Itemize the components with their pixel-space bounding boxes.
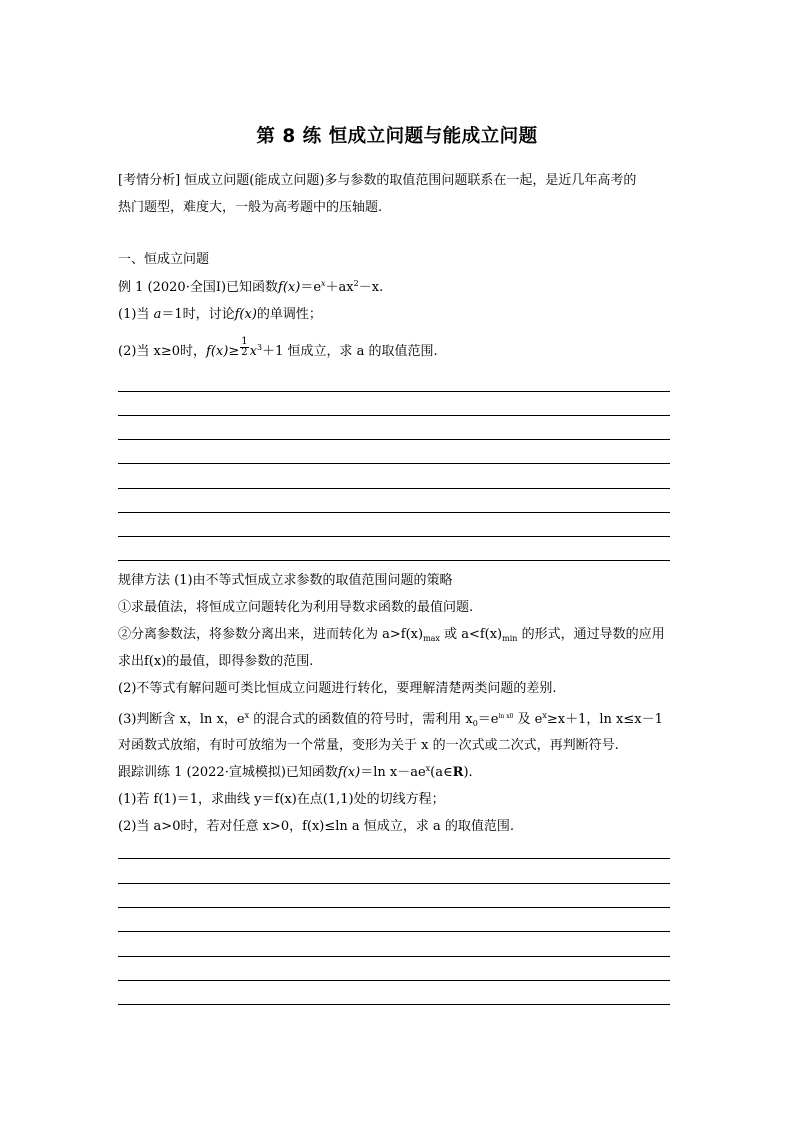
q1-var: a	[153, 307, 162, 322]
t1-part-c: (a∈	[430, 765, 453, 780]
answer-line[interactable]	[118, 463, 670, 464]
section-heading: 一、恒成立问题	[118, 252, 210, 267]
method-item-4-cont: 对函数式放缩，有时可放缩为一个常量，变形为关于 x 的一次式或二次式，再判断符号.	[118, 738, 619, 753]
m4-part-b: 的混合式的函数值的符号时，需利用 x	[249, 712, 473, 727]
t1-part-b: ＝ln x－ae	[360, 765, 426, 780]
q2-part-a: (2)当 x≥0时，	[118, 344, 207, 359]
intro-line-1: [考情分析] 恒成立问题(能成立问题)多与参数的取值范围问题联系在一起，是近几年高考的	[118, 173, 637, 188]
fraction-numerator: 1	[241, 336, 248, 347]
answer-line[interactable]	[118, 488, 670, 489]
m4-exp-x2: x	[542, 711, 547, 720]
answer-line[interactable]	[118, 980, 670, 981]
real-numbers-symbol: R	[452, 765, 464, 780]
q2-part-d: ＋1 恒成立，求 a 的取值范围.	[262, 344, 438, 359]
example-1-question-2	[118, 336, 678, 362]
q1-part-c: 的单调性；	[256, 307, 322, 322]
q1-part-b: ＝1时，讨论	[161, 307, 235, 322]
q1-fx: f(x)	[234, 307, 257, 322]
fraction-denominator: 2	[241, 347, 248, 358]
method-item-2-cont: 求出f(x)的最值，即得参数的范围.	[118, 654, 314, 669]
answer-line[interactable]	[118, 512, 670, 513]
answer-line[interactable]	[118, 1004, 670, 1005]
t1-fx: f(x)	[337, 765, 361, 780]
m4-part-e: ≥x＋1，ln x≤x－1	[546, 712, 663, 727]
answer-line[interactable]	[118, 415, 670, 416]
fraction-one-half	[240, 337, 248, 358]
answer-line[interactable]	[118, 391, 670, 392]
example-1-tail: －x.	[358, 280, 384, 295]
answer-line[interactable]	[118, 858, 670, 859]
method-item-3: (2)不等式有解问题可类比恒成立问题进行转化，要理解清楚两类问题的差别.	[118, 681, 557, 696]
answer-line[interactable]	[118, 560, 670, 561]
m4-part-c: ＝e	[477, 712, 499, 727]
answer-line[interactable]	[118, 439, 670, 440]
t1-part-a: 跟踪训练 1 (2022·宣城模拟)已知函数	[118, 765, 338, 780]
m4-exp-x: x	[244, 711, 250, 720]
page-title: 第 8 练 恒成立问题与能成立问题	[256, 126, 538, 147]
q2-fx: f(x)	[206, 344, 229, 359]
answer-line[interactable]	[118, 536, 670, 537]
q2-var-x: x	[249, 344, 257, 359]
method-heading: 规律方法 (1)由不等式恒成立求参数的取值范围问题的策略	[118, 573, 453, 588]
subscript-max: max	[423, 634, 440, 643]
exponent-2: 2	[353, 279, 359, 288]
m2-part-c: 的形式，通过导数的应用	[517, 627, 665, 642]
m4-exp-ln: ln x0	[498, 713, 514, 720]
example-1-eq: ＝e	[300, 280, 322, 295]
intro-line-2: 热门题型，难度大，一般为高考题中的压轴题.	[118, 200, 383, 215]
example-1-fx: f(x)	[278, 280, 301, 295]
training-1-question-1: (1)若 f(1)＝1，求曲线 y＝f(x)在点(1,1)处的切线方程；	[118, 792, 445, 807]
example-1-stem	[118, 279, 678, 298]
m4-part-a: (3)判断含 x，ln x，e	[118, 712, 245, 727]
m2-part-b: 或 a<f(x)	[439, 627, 503, 642]
q2-part-b: ≥	[228, 344, 240, 359]
m4-part-d: 及 e	[513, 712, 543, 727]
q1-part-a: (1)当	[118, 307, 154, 322]
subscript-min: min	[502, 634, 518, 643]
exponent-3: 3	[256, 343, 263, 352]
method-item-2	[118, 626, 678, 645]
example-1-mid: ＋ax	[325, 280, 354, 295]
exponent-x: x	[321, 279, 326, 288]
method-item-4	[118, 711, 678, 731]
m2-part-a: ②分离参数法，将参数分离出来，进而转化为 a>f(x)	[118, 627, 424, 642]
method-item-1: ①求最值法，将恒成立问题转化为利用导数求函数的最值问题.	[118, 600, 474, 615]
example-1-question-1	[118, 306, 678, 324]
t1-exp-x: x	[425, 764, 431, 773]
answer-line[interactable]	[118, 931, 670, 932]
t1-part-d: ).	[463, 765, 473, 780]
answer-line[interactable]	[118, 907, 670, 908]
m4-subscript-0: 0	[472, 719, 478, 728]
answer-line[interactable]	[118, 883, 670, 884]
example-1-prefix: 例 1 (2020·全国Ⅰ)已知函数	[118, 280, 279, 295]
training-1-question-2: (2)当 a>0时，若对任意 x>0，f(x)≤ln a 恒成立，求 a 的取值范围.	[118, 819, 514, 834]
answer-line[interactable]	[118, 956, 670, 957]
training-1-stem	[118, 764, 678, 783]
